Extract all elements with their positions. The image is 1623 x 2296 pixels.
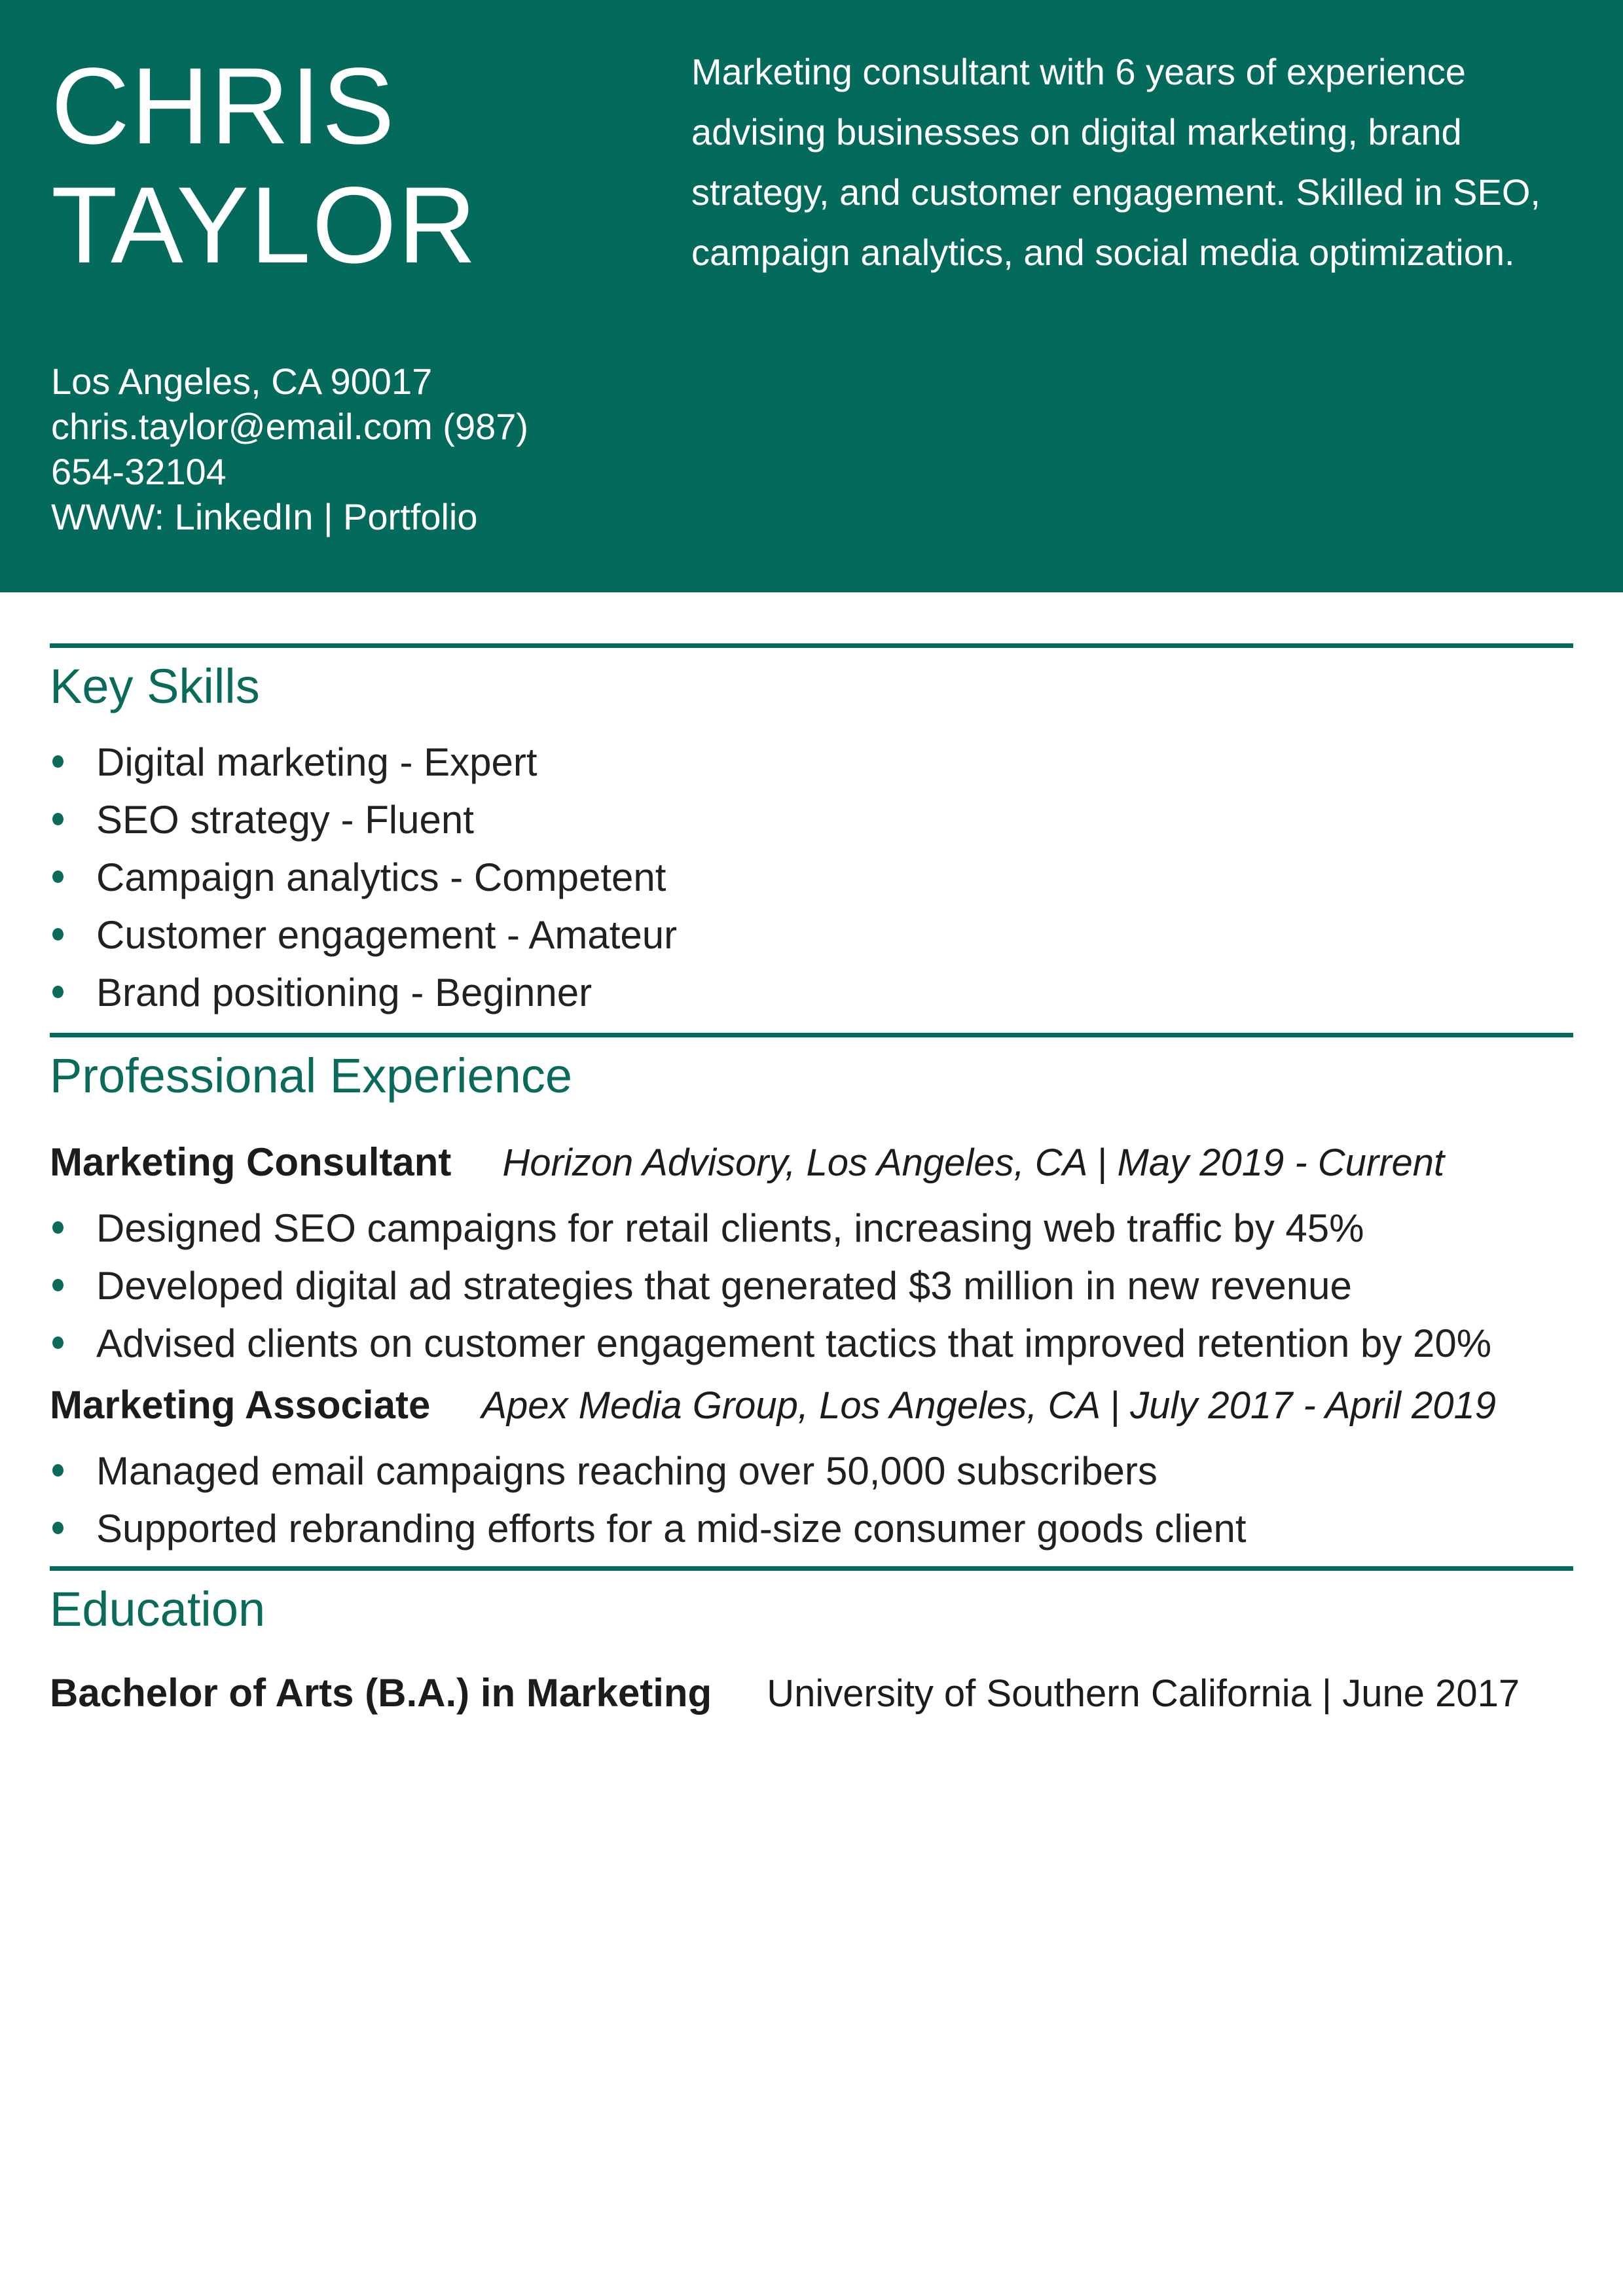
- job-bullet: [50, 1266, 1573, 1306]
- skill-text: Digital marketing - Expert: [96, 740, 538, 784]
- job-bullet-text: Developed digital ad strategies that generated $3 million in new revenue: [96, 1264, 1352, 1308]
- job-meta: Horizon Advisory, Los Angeles, CA | May 2019 - Current: [502, 1141, 1445, 1184]
- job-role: Marketing Associate: [50, 1383, 431, 1427]
- skill-item: [50, 742, 1573, 783]
- contact-websites: WWW: LinkedIn | Portfolio: [51, 496, 478, 537]
- person-name: [51, 47, 478, 285]
- job-title-line: [50, 1382, 1573, 1429]
- job-role: Marketing Consultant: [50, 1140, 452, 1184]
- bullet-icon: [52, 928, 64, 941]
- section-title-key-skills: Key Skills: [50, 659, 260, 713]
- contact-location: Los Angeles, CA 90017: [51, 361, 433, 402]
- bullet-icon: [52, 813, 64, 825]
- job-bullet: [50, 1323, 1573, 1364]
- job-entry: [50, 1382, 1573, 1549]
- section-title-experience: Professional Experience: [50, 1049, 572, 1103]
- job-bullet-text: Managed email campaigns reaching over 50,000 subscribers: [96, 1449, 1158, 1493]
- job-meta: Apex Media Group, Los Angeles, CA | July 2017 - April 2019: [481, 1384, 1496, 1427]
- job-bullet: [50, 1451, 1573, 1492]
- skill-text: Brand positioning - Beginner: [96, 971, 593, 1014]
- job-bullet-text: Supported rebranding efforts for a mid-size consumer goods client: [96, 1507, 1247, 1551]
- degree-name: Bachelor of Arts (B.A.) in Marketing: [50, 1671, 712, 1715]
- education-meta: University of Southern California | June 2017: [767, 1672, 1520, 1715]
- contact-block: [51, 359, 528, 539]
- skill-item: [50, 915, 1573, 956]
- section-divider: [50, 643, 1573, 648]
- bullet-icon: [52, 1279, 64, 1291]
- header-band: [0, 0, 1623, 592]
- education-entry: [50, 1670, 1573, 1717]
- bullet-icon: [52, 1464, 64, 1477]
- skill-item: [50, 973, 1573, 1013]
- bullet-icon: [52, 1221, 64, 1234]
- job-title-line: [50, 1139, 1573, 1186]
- person-name-line1: CHRIS: [51, 46, 396, 167]
- skill-text: Customer engagement - Amateur: [96, 913, 678, 957]
- resume-body: [0, 643, 1623, 1717]
- bullet-icon: [52, 870, 64, 883]
- job-bullet: [50, 1509, 1573, 1549]
- skill-text: Campaign analytics - Competent: [96, 855, 666, 899]
- bullet-icon: [52, 1336, 64, 1349]
- bullet-icon: [52, 1522, 64, 1534]
- profile-summary: Marketing consultant with 6 years of experience advising businesses on digital marketing, brand strategy, and customer engagement. Skilled in SEO, campaign analytics, and social media optimization.: [691, 51, 1541, 273]
- job-bullet: [50, 1208, 1573, 1249]
- job-bullet-list: [50, 1208, 1573, 1364]
- skill-item: [50, 857, 1573, 898]
- bullet-icon: [52, 755, 64, 768]
- person-name-line2: TAYLOR: [51, 165, 478, 286]
- job-entry: [50, 1139, 1573, 1364]
- job-bullet-list: [50, 1451, 1573, 1549]
- section-divider: [50, 1566, 1573, 1571]
- contact-email: chris.taylor@email.com (987): [51, 406, 529, 447]
- job-bullet-text: Designed SEO campaigns for retail clients, increasing web traffic by 45%: [96, 1206, 1364, 1250]
- skill-item: [50, 800, 1573, 840]
- skills-list: [50, 742, 1573, 1013]
- section-title-education: Education: [50, 1582, 266, 1636]
- contact-phone: 654-32104: [51, 451, 227, 492]
- bullet-icon: [52, 986, 64, 998]
- section-divider: [50, 1033, 1573, 1037]
- skill-text: SEO strategy - Fluent: [96, 798, 474, 842]
- job-bullet-text: Advised clients on customer engagement tactics that improved retention by 20%: [96, 1321, 1492, 1365]
